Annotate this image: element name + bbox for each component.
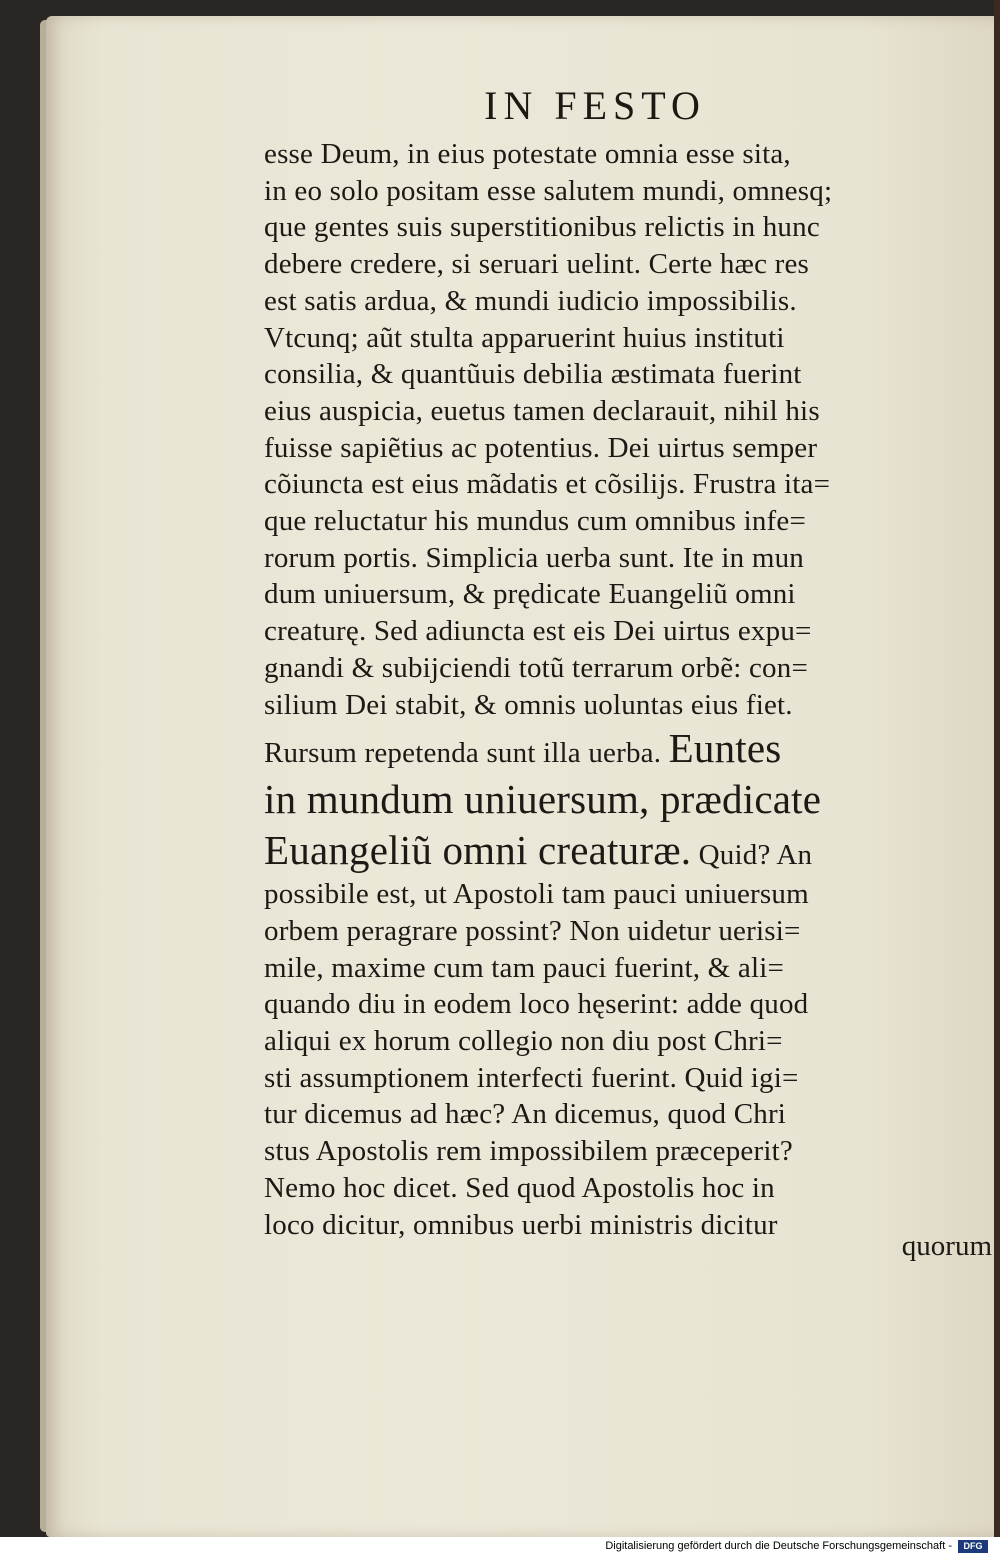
running-head: IN FESTO: [484, 83, 706, 128]
text-line: quando diu in eodem loco hęserint: adde quod: [264, 988, 809, 1021]
text-line: in eo solo positam esse salutem mundi, omnesq;: [264, 174, 833, 207]
text-line: rorum portis. Simplicia uerba sunt. Ite in mun: [264, 541, 804, 574]
text-run: Rursum repetenda sunt illa uerba.: [264, 737, 669, 770]
footer-bar: [0, 1537, 1000, 1558]
text-line: est satis ardua, & mundi iudicio impossibilis.: [264, 284, 797, 317]
body-text: [264, 136, 954, 1243]
catchword: quorum: [901, 1230, 992, 1262]
text-line: Vtcunq; aũt stulta apparuerint huius instituti: [264, 321, 785, 354]
text-line-mixed: [264, 825, 954, 876]
text-line: cõiuncta est eius mãdatis et cõsilijs. Frustra ita=: [264, 468, 831, 501]
text-line: fuisse sapiẽtius ac potentius. Dei uirtus semper: [264, 431, 818, 464]
text-line: mile, maxime cum tam pauci fuerint, & ali=: [264, 951, 785, 984]
text-line: Nemo hoc dicet. Sed quod Apostolis hoc in: [264, 1171, 775, 1204]
text-line: que reluctatur his mundus cum omnibus infe=: [264, 505, 807, 538]
text-line: stus Apostolis rem impossibilem præceperit?: [264, 1135, 793, 1168]
text-line: tur dicemus ad hæc? An dicemus, quod Chri: [264, 1098, 787, 1131]
text-line: orbem peragrare possint? Non uidetur uerisi=: [264, 914, 801, 947]
text-line-mixed: [264, 723, 954, 774]
text-line: esse Deum, in eius potestate omnia esse sita,: [264, 138, 791, 170]
text-line: eius auspicia, euetus tamen declarauit, nihil his: [264, 394, 820, 427]
text-line: dum uniuersum, & prędicate Euangeliũ omni: [264, 578, 796, 611]
large-text-line: in mundum uniuersum, prædicate: [264, 776, 822, 823]
text-run: Quid? An: [691, 839, 813, 872]
text-line: aliqui ex horum collegio non diu post Chri=: [264, 1025, 783, 1058]
text-line: debere credere, si seruari uelint. Certe hæc res: [264, 248, 810, 281]
funding-credit: Digitalisierung gefördert durch die Deutsche Forschungsgemeinschaft -: [605, 1540, 952, 1552]
text-line: loco dicitur, omnibus uerbi ministris dicitur: [264, 1208, 778, 1241]
text-line: consilia, & quantũuis debilia æstimata fuerint: [264, 358, 802, 391]
text-line: gnandi & subijciendi totũ terrarum orbẽ: con=: [264, 651, 808, 684]
text-line: possibile est, ut Apostoli tam pauci uniuersum: [264, 878, 809, 911]
large-text-run: Euntes: [668, 725, 782, 772]
binding-strip: [994, 0, 1000, 1537]
text-line: que gentes suis superstitionibus relictis in hunc: [264, 211, 820, 244]
text-line: silium Dei stabit, & omnis uoluntas eius fiet.: [264, 688, 793, 721]
large-text-run: Euangeliũ omni creaturæ.: [264, 827, 692, 874]
dfg-logo: DFG: [958, 1540, 988, 1553]
text-line: sti assumptionem interfecti fuerint. Quid igi=: [264, 1061, 799, 1094]
text-line: creaturę. Sed adiuncta est eis Dei uirtus expu=: [264, 615, 812, 648]
